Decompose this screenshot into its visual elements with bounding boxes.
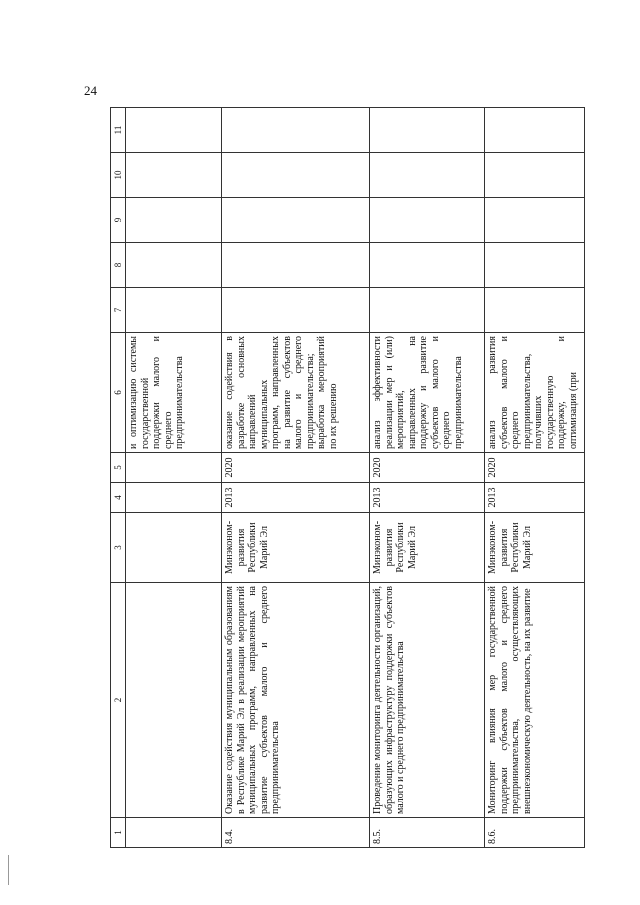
result-cell: анализ развития субъектов малого и среднего предпринимательства, получивших государственную поддержку, и оптимизация (при bbox=[485, 333, 585, 453]
start-year-cell: 2013 bbox=[370, 483, 485, 513]
column-header: 8 bbox=[111, 243, 126, 288]
measure-cell: Мониторинг влияния мер государственной поддержки субъектов малого и среднего предпринимательства, осуществляющих внешнеэкономическую деятельность, на их развитие bbox=[485, 583, 585, 818]
result-cell: анализ эффективности реализации мер и (или) мероприятий, направленных на поддержку и развитие субъектов малого и среднего предпринимательства bbox=[370, 333, 485, 453]
row-number bbox=[126, 818, 222, 848]
executor-cell: Минэконом-развития Республики Марий Эл bbox=[222, 513, 370, 583]
table-row bbox=[126, 108, 222, 848]
column-header: 6 bbox=[111, 333, 126, 453]
column-header: 1 bbox=[111, 818, 126, 848]
table-row bbox=[370, 108, 485, 848]
executor-cell bbox=[126, 513, 222, 583]
end-year-cell: 2020 bbox=[222, 453, 370, 483]
end-year-cell bbox=[126, 453, 222, 483]
measures-table bbox=[110, 107, 585, 848]
start-year-cell bbox=[126, 483, 222, 513]
column-header: 4 bbox=[111, 483, 126, 513]
result-cell: и оптимизацию системы государственной поддержки малого и среднего предпринимательства bbox=[126, 333, 222, 453]
end-year-cell: 2020 bbox=[370, 453, 485, 483]
measure-cell: Оказание содействия муниципальным образованиям в Республике Марий Эл в реализации мероприятий муниципальных программ, направленных на развитие субъектов малого и среднего предпринимательства bbox=[222, 583, 370, 818]
result-cell: оказание содействия в разработке основных направлений муниципальных программ, направленных на развитие субъектов малого и среднего предпринимательства; выработка мероприятий по их решению bbox=[222, 333, 370, 453]
column-header: 5 bbox=[111, 453, 126, 483]
page-number: 24 bbox=[84, 83, 97, 98]
row-number: 8.6. bbox=[485, 818, 585, 848]
column-header: 2 bbox=[111, 583, 126, 818]
executor-cell: Минэконом-развития Республики Марий Эл bbox=[485, 513, 585, 583]
end-year-cell: 2020 bbox=[485, 453, 585, 483]
table-row bbox=[485, 108, 585, 848]
column-header: 10 bbox=[111, 153, 126, 198]
row-number: 8.4. bbox=[222, 818, 370, 848]
table-header-row bbox=[111, 108, 126, 848]
rotated-table-container bbox=[110, 108, 579, 848]
column-header: 9 bbox=[111, 198, 126, 243]
scan-edge-mark bbox=[8, 855, 9, 885]
row-number: 8.5. bbox=[370, 818, 485, 848]
measure-cell: Проведение мониторинга деятельности организаций, образующих инфраструктуру поддержки субъектов малого и среднего предпринимательства bbox=[370, 583, 485, 818]
column-header: 7 bbox=[111, 288, 126, 333]
start-year-cell: 2013 bbox=[222, 483, 370, 513]
measure-cell bbox=[126, 583, 222, 818]
executor-cell: Минэконом-развития Республики Марий Эл bbox=[370, 513, 485, 583]
table-row bbox=[222, 108, 370, 848]
column-header: 3 bbox=[111, 513, 126, 583]
column-header: 11 bbox=[111, 108, 126, 153]
start-year-cell: 2013 bbox=[485, 483, 585, 513]
